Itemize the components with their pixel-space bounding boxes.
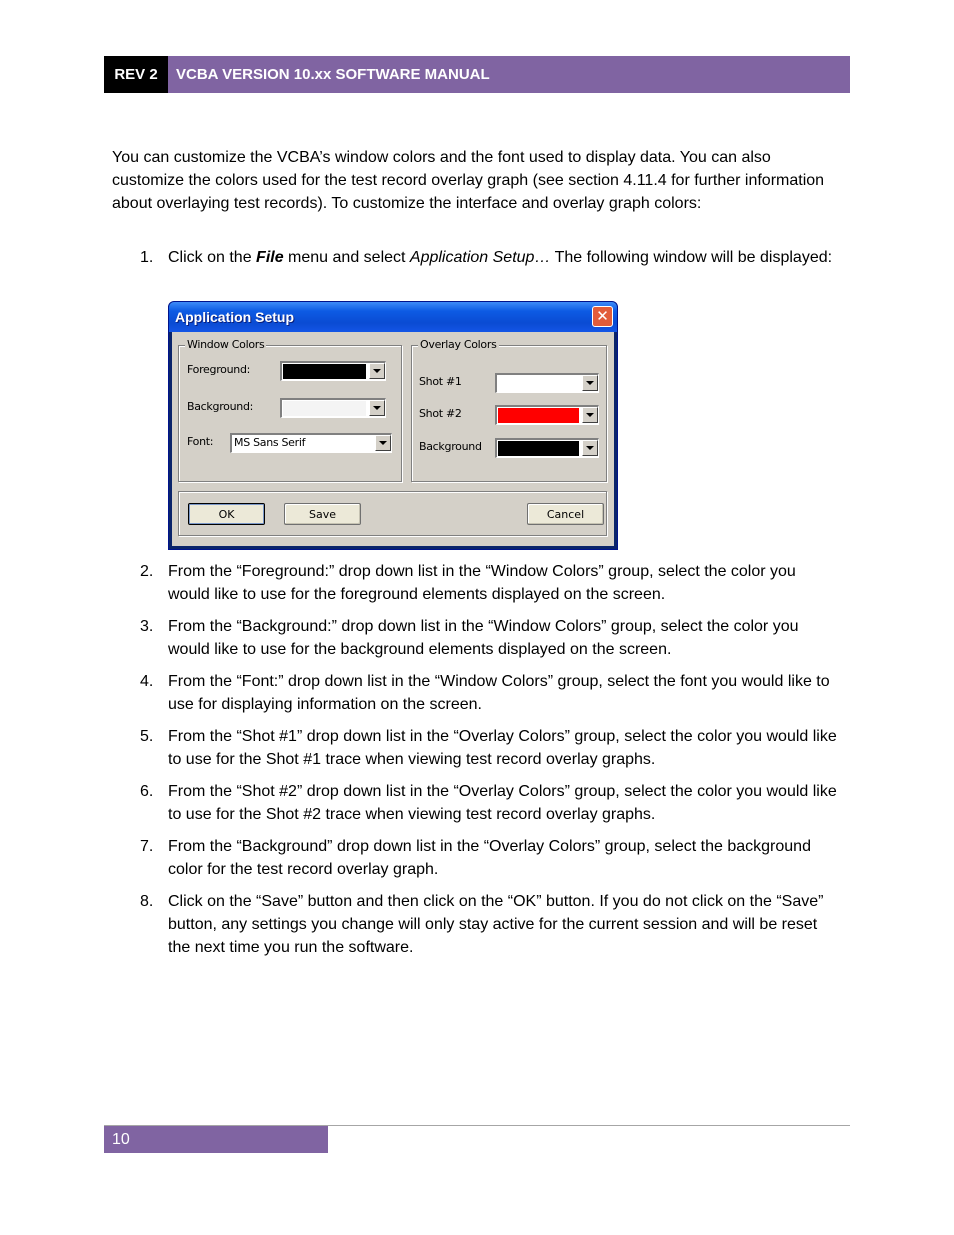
page-number: 10 [104,1126,328,1153]
save-button[interactable]: Save [284,503,361,525]
application-setup-dialog [168,301,618,550]
ok-button[interactable]: OK [188,503,265,525]
step-number: 4. [140,673,154,690]
step-2 [140,560,840,606]
step-text-part: menu and select [283,249,410,266]
step-3 [140,615,840,661]
step-text [168,246,840,269]
step-text: From the “Background:” drop down list in the “Window Colors” group, select the color you would like to use for the background elements displayed on the screen. [168,618,799,658]
shot1-label: Shot #1 [419,375,462,388]
shot1-swatch [498,376,579,391]
chevron-down-icon[interactable] [582,407,598,423]
file-menu-name: File [256,249,284,266]
overlay-background-label: Background [419,440,482,453]
foreground-swatch [283,364,366,379]
step-number: 8. [140,893,154,910]
foreground-dropdown[interactable] [280,361,386,381]
buttons-group [178,491,607,536]
chevron-down-icon[interactable] [582,375,598,391]
foreground-label: Foreground: [187,363,251,376]
application-setup-menu-item: Application Setup… [409,249,551,266]
overlay-background-dropdown[interactable] [495,438,599,458]
background-label: Background: [187,400,254,413]
intro-paragraph: You can customize the VCBA’s window colors and the font used to display data. You can also customize the colors used for the test record overlay graph (see section 4.11.4 for further information about overlaying test records). To customize the interface and overlay graph colors: [112,149,825,212]
close-icon[interactable]: ✕ [592,306,613,327]
step-number: 2. [140,563,154,580]
chevron-down-icon[interactable] [369,363,385,379]
step-number: 5. [140,728,154,745]
dialog-title: Application Setup [175,309,294,325]
shot2-swatch [498,408,579,423]
step-number: 1. [140,249,154,266]
dialog-titlebar [169,302,617,332]
chevron-down-icon[interactable] [369,400,385,416]
cancel-button[interactable]: Cancel [527,503,604,525]
step-text: From the “Shot #2” drop down list in the “Overlay Colors” group, select the color you would like to use for the Shot #2 trace when viewing test record overlay graphs. [168,783,837,823]
step-text: From the “Shot #1” drop down list in the “Overlay Colors” group, select the color you would like to use for the Shot #1 trace when viewing test record overlay graphs. [168,728,837,768]
font-label: Font: [187,435,214,448]
overlay-colors-group [411,338,607,482]
step-5 [140,725,840,771]
dialog-body [172,332,614,546]
revision-label: REV 2 [104,56,168,93]
overlay-background-swatch [498,441,579,456]
window-colors-label: Window Colors [187,338,265,351]
step-text: From the “Font:” drop down list in the “Window Colors” group, select the font you would like to use for displaying information on the screen. [168,673,830,713]
chevron-down-icon[interactable] [582,440,598,456]
step-text-part: Click on the [168,249,257,266]
step-1 [140,246,840,269]
overlay-colors-label: Overlay Colors [420,338,497,351]
step-7 [140,835,840,881]
window-colors-group [178,338,402,482]
step-text-part: The following window will be displayed: [550,249,833,266]
step-text: From the “Background” drop down list in the “Overlay Colors” group, select the background color for the test record overlay graph. [168,838,811,878]
shot2-dropdown[interactable] [495,405,599,425]
shot2-label: Shot #2 [419,407,462,420]
font-dropdown[interactable] [230,433,392,453]
step-number: 6. [140,783,154,800]
step-number: 3. [140,618,154,635]
step-number: 7. [140,838,154,855]
window-background-swatch [283,401,366,416]
step-6 [140,780,840,826]
window-background-dropdown[interactable] [280,398,386,418]
manual-title: VCBA VERSION 10.xx SOFTWARE MANUAL [168,56,850,93]
page-header [104,56,850,93]
step-4 [140,670,840,716]
step-text: Click on the “Save” button and then click on the “OK” button. If you do not click on the “Save” button, any settings you change will only stay active for the current session and will be reset the next time you run the software. [168,893,824,956]
font-value: MS Sans Serif [234,436,306,449]
step-text: From the “Foreground:” drop down list in the “Window Colors” group, select the color you would like to use for the foreground elements displayed on the screen. [168,563,796,603]
shot1-dropdown[interactable] [495,373,599,393]
chevron-down-icon[interactable] [375,435,391,451]
step-8 [140,890,840,959]
